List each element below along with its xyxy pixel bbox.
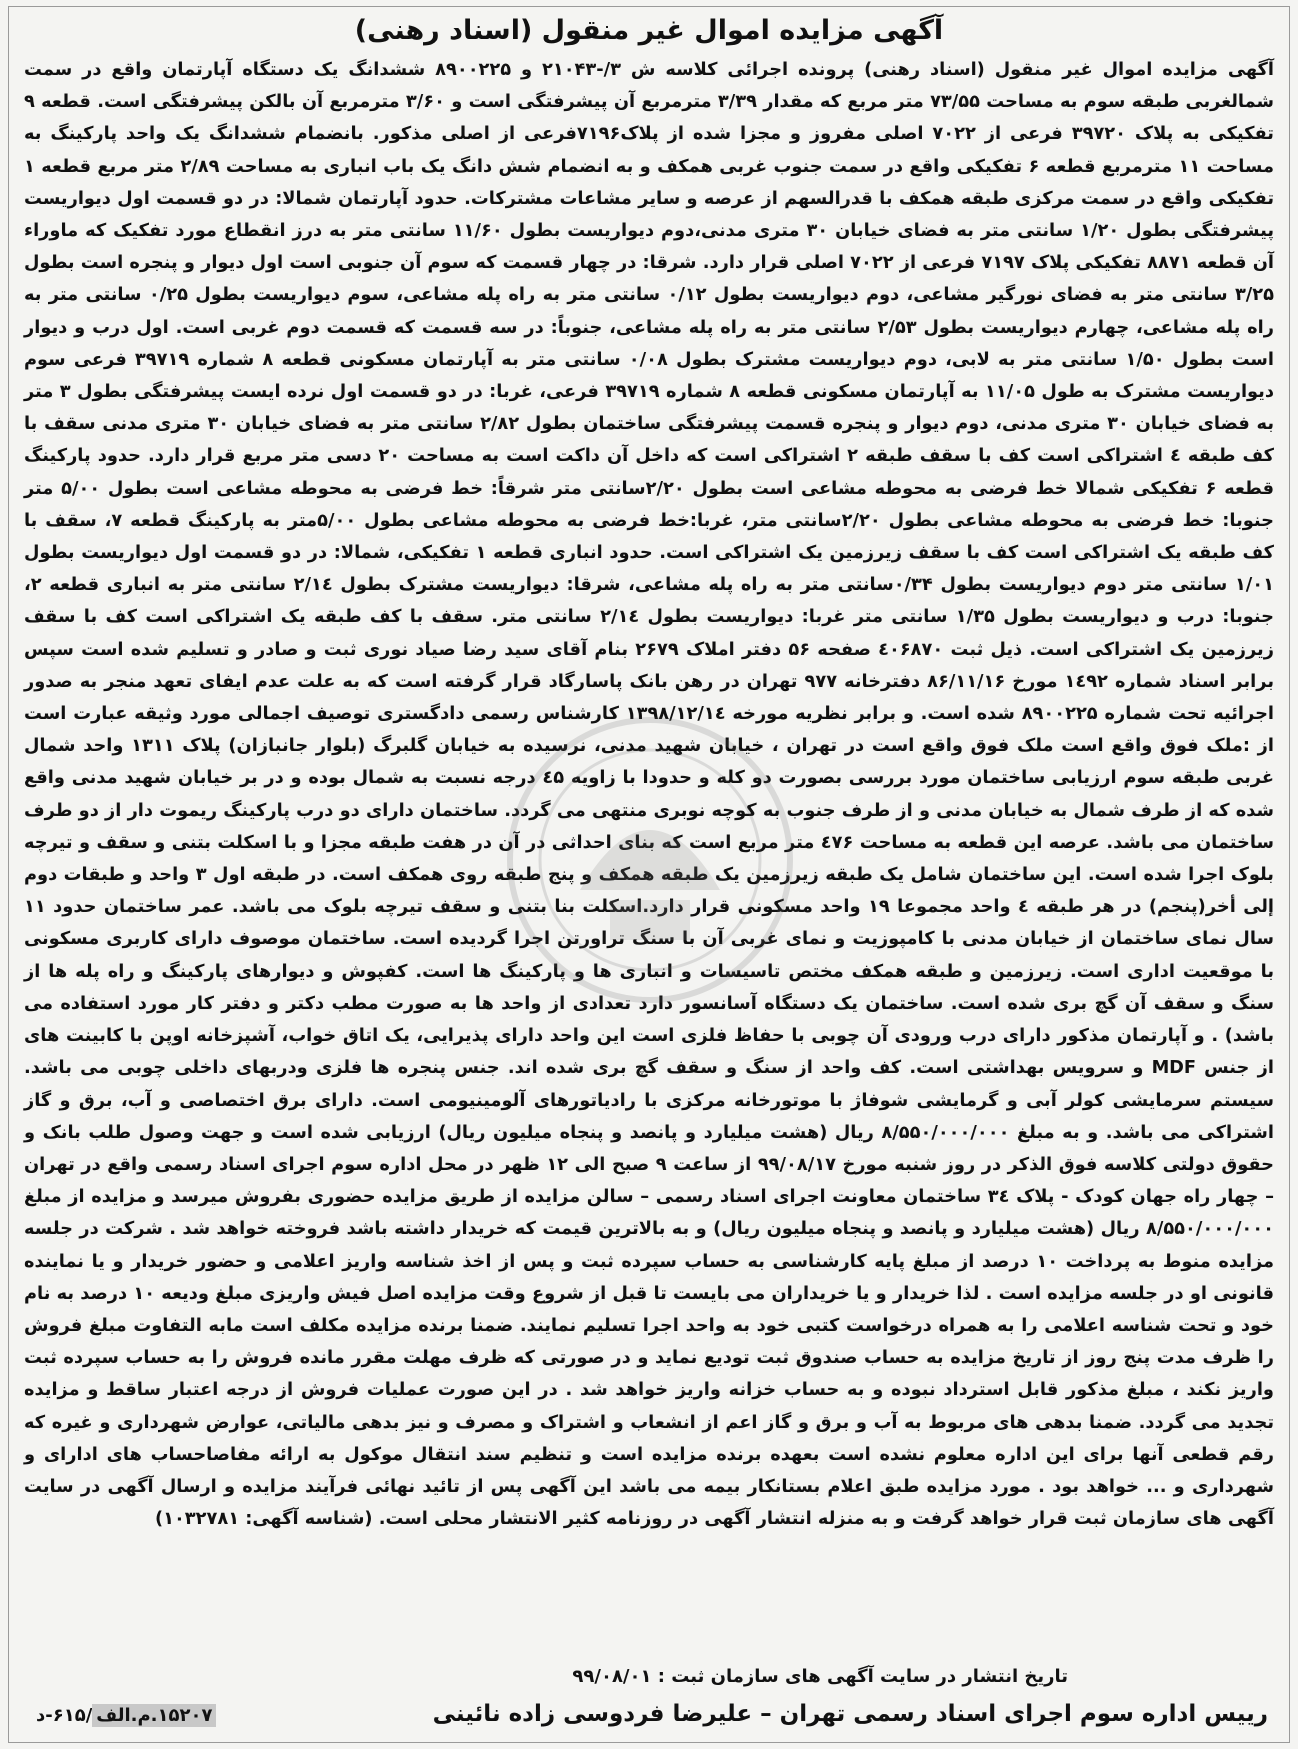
reference-code-prefix: ۱۵۲۰۷.م.الف bbox=[92, 1704, 216, 1727]
signature-row bbox=[30, 1697, 1268, 1731]
reference-code-suffix: /۶۱۵-د bbox=[36, 1705, 93, 1726]
page-border bbox=[8, 6, 1290, 1743]
notice-body: آگهی مزایده اموال غیر منقول (اسناد رهنی) پرونده اجرائی کلاسه ش ۳/-۲۱۰۴۳ و ۸۹۰۰۲۲۵ ششدانگ یک دستگاه آپارتمان واقع در سمت شمالغربی طبقه سوم به مساحت ۷۳/۵۵ متر مربع که مقدار ۳/۳۹ مترمربع آن پیشرفتگی است و ۳/۶۰ مترمربع آن بالکن پیشرفتگی است. قطعه ۹ تفکیکی به پلاک ۳۹۷۲۰ فرعی از ۷۰۲۲ اصلی مفروز و مجزا شده از پلاک۷۱۹۶فرعی از اصلی مذکور. بانضمام ششدانگ یک واحد پارکینگ به مساحت ۱۱ مترمربع قطعه ۶ تفکیکی واقع در سمت جنوب غربی همکف و به انضمام شش دانگ یک باب انباری به مساحت ۲/۸۹ متر مربع قطعه ۱ تفکیکی واقع در سمت مرکزی طبقه همکف با قدرالسهم از عرصه و سایر مشاعات مشترکات. حدود آپارتمان شمالا: در دو قسمت اول دیواریست پیشرفتگی بطول ۱/۲۰ سانتی متر به فضای خیابان ۳۰ متری مدنی،دوم دیواریست بطول ۱۱/۶۰ سانتی متر به درز انقطاع مورد تفکیک که ماوراء آن قطعه ۸۸۷۱ تفکیکی پلاک ۷۱۹۷ فرعی از ۷۰۲۲ اصلی قرار دارد. شرقا: در چهار قسمت که سوم آن جنوبی است اول دیوار و پنجره است بطول ۳/۲۵ سانتی متر به فضای نورگیر مشاعی، دوم دیواریست بطول ۰/۱۲ سانتی متر به راه پله مشاعی، سوم دیواریست بطول ۰/۲۵ سانتی متر به راه پله مشاعی، چهارم دیواریست بطول ۲/۵۳ سانتی متر به راه پله مشاعی، جنوباً: در سه قسمت که قسمت دوم غربی است. اول درب و دیوار است بطول ۱/۵۰ سانتی متر به لابی، دوم دیواریست مشترک بطول ۰/۰۸ سانتی متر به آپارتمان مسکونی قطعه ۸ شماره ۳۹۷۱۹ فرعی سوم دیواریست مشترک به طول ۱۱/۰۵ به آپارتمان مسکونی قطعه ۸ شماره ۳۹۷۱۹ فرعی، غربا: در دو قسمت اول نرده ایست پیشرفتگی بطول ۳ متر به فضای خیابان ۳۰ متری مدنی، دوم دیوار و پنجره قسمت پیشرفتگی ساختمان بطول ۲/۸۲ سانتی متر به فضای خیابان ۳۰ متری مدنی سقف با کف طبقه ٤ اشتراکی است کف با سقف طبقه ۲ اشتراکی است که داخل آن داکت است به مساحت ۲۰ دسی متر مربع قرار دارد. حدود پارکینگ قطعه ۶ تفکیکی شمالا خط فرضی به محوطه مشاعی است بطول ۲/۲۰سانتی متر شرقاً: خط فرضی به محوطه مشاعی است بطول ۵/۰۰ متر جنوبا: خط فرضی به محوطه مشاعی بطول ۲/۲۰سانتی متر، غربا:خط فرضی به محوطه مشاعی بطول ۵/۰۰متر به پارکینگ قطعه ۷، سقف با کف طبقه یک اشتراکی است کف با سقف زیرزمین یک اشتراکی است. حدود انباری قطعه ۱ تفکیکی، شمالا: در دو قسمت اول دیواریست بطول ۱/۰۱ سانتی متر دوم دیواریست بطول ۰/۳۴سانتی متر به راه پله مشاعی، شرقا: دیواریست مشترک بطول ۲/۱٤ سانتی متر به انباری قطعه ۲، جنوبا: درب و دیواریست بطول ۱/۳۵ سانتی متر غربا: دیواریست بطول ۲/۱٤ سانتی متر. سقف با کف طبقه یک اشتراکی است کف با سقف زیرزمین یک اشتراکی است. ذیل ثبت ٤۰۶۸۷۰ صفحه ۵۶ دفتر املاک ۲۶۷۹ بنام آقای سید رضا صیاد نوری ثبت و صادر و تسلیم شده است سپس برابر اسناد شماره ۱٤۹۲ مورخ ۸۶/۱۱/۱۶ دفترخانه ۹۷۷ تهران در رهن بانک پاسارگاد قرار گرفته است که به علت عدم ایفای تعهد منجر به صدور اجرائیه تحت شماره ۸۹۰۰۲۲۵ شده است. و برابر نظریه مورخه ۱۳۹۸/۱۲/۱٤ کارشناس رسمی دادگستری توصیف اجمالی مورد وثیقه عبارت است از :ملک فوق واقع است ملک فوق واقع است در تهران ، خیابان شهید مدنی، نرسیده به خیابان گلبرگ (بلوار جانبازان) پلاک ۱۳۱۱ واحد شمال غربی طبقه سوم ارزیابی ساختمان مورد بررسی بصورت دو کله و حدودا با زاویه ٤۵ درجه نسبت به شمال بوده و در بر خیابان شهید مدنی واقع شده که از طرف شمال به خیابان مدنی و از طرف جنوب به کوچه نوبری منتهی می گردد. ساختمان دارای دو درب پارکینگ ریموت دار از دو طرف ساختمان می باشد. عرصه این قطعه به مساحت ٤۷۶ متر مربع است که بنای احداثی در آن در هفت طبقه مجزا و با اسکلت بتنی و سقف و تیرچه بلوک اجرا شده است. این ساختمان شامل یک طبقه زیرزمین یک طبقه همکف و پنج طبقه روی همکف است. در طبقه اول ۳ واحد و طبقات دوم إلی أخر(پنجم) در هر طبقه ٤ واحد مجموعا ۱۹ واحد مسکونی قرار دارد.اسکلت بنا بتنی و سقف تیرچه بلوک می باشد. عمر ساختمان حدود ۱۱ سال نمای ساختمان از خیابان مدنی با کامپوزیت و نمای غربی آن با سنگ تراورتن اجرا گردیده است. ساختمان موصوف دارای کاربری مسکونی با موقعیت اداری است. زیرزمین و طبقه همکف مختص تاسیسات و انباری ها و پارکینگ ها است. کفپوش و دیوارهای پارکینگ و راه پله ها از سنگ و سقف آن گچ بری شده است. ساختمان یک دستگاه آسانسور دارد تعدادی از واحد ها به صورت مطب دکتر و دفتر کار مورد استفاده می باشد) . و آپارتمان مذکور دارای درب ورودی آن چوبی با حفاظ فلزی است این واحد دارای پذیرایی، یک اتاق خواب، آشپزخانه اوپن با کابینت های از جنس MDF و سرویس بهداشتی است. کف واحد از سنگ و سقف گچ بری شده اند. جنس پنجره ها فلزی ودربهای داخلی چوبی می باشد. سیستم سرمایشی کولر آبی و گرمایشی شوفاژ با موتورخانه مرکزی با رادیاتورهای آلومینیومی است. دارای برق اختصاصی و آب، برق و گاز اشتراکی می باشد. و به مبلغ ۸/۵۵۰/۰۰۰/۰۰۰ ریال (هشت میلیارد و پانصد و پنجاه میلیون ریال) ارزیابی شده است و جهت وصول طلب بانک و حقوق دولتی کلاسه فوق الذکر در روز شنبه مورخ ۹۹/۰۸/۱۷ از ساعت ۹ صبح الی ۱۲ ظهر در محل اداره سوم اجرای اسناد رسمی واقع در تهران – چهار راه جهان کودک - پلاک ۳٤ ساختمان معاونت اجرای اسناد رسمی – سالن مزایده از طریق مزایده حضوری بفروش میرسد و مزایده از مبلغ ۸/۵۵۰/۰۰۰/۰۰۰ ریال (هشت میلیارد و پانصد و پنجاه میلیون ریال) و به بالاترین قیمت که خریدار داشته باشد فروخته خواهد شد . شرکت در جلسه مزایده منوط به پرداخت ۱۰ درصد از مبلغ پایه کارشناسی به حساب سپرده ثبت و پس از اخذ شناسه واریز اعلامی و حضور خریدار و یا نماینده قانونی او در جلسه مزایده است . لذا خریدار و یا خریداران می بایست تا قبل از شروع وقت مزایده اصل فیش واریزی مبلغ ودیعه ۱۰ درصد به نام خود و تحت شناسه اعلامی را به همراه درخواست کتبی خود به واحد اجرا تسلیم نمایند. ضمنا برنده مزایده مکلف است مابه التفاوت مبلغ فروش را ظرف مدت پنج روز از تاریخ مزایده به حساب صندوق ثبت تودیع نماید و در صورتی که ظرف مهلت مقرر مانده فروش را به حساب سپرده ثبت واریز نکند ، مبلغ مذکور قابل استرداد نبوده و به حساب خزانه واریز خواهد شد . در این صورت عملیات فروش از درجه اعتبار ساقط و مزایده تجدید می گردد. ضمنا بدهی های مربوط به آب و برق و گاز اعم از انشعاب و اشتراک و مصرف و نیز بدهی مالیاتی، عوارض شهرداری و غیره که رقم قطعی آنها برای این اداره معلوم نشده است بعهده برنده مزایده است و تنظیم سند انتقال موکول به ارائه مفاصاحساب های ادارای و شهرداری و ... خواهد بود . مورد مزایده طبق اعلام بستانکار بیمه می باشد این آگهی پس از تائید نهائی فرآیند مزایده و ارسال آگهی در سایت آگهی های سازمان ثبت قرار خواهد گرفت و به منزله انتشار آگهی در روزنامه کثیر الانتشار محلی است. (شناسه آگهی: ۱۰۳۲۷۸۱) bbox=[24, 59, 1275, 1530]
page-title: آگهی مزایده اموال غیر منقول (اسناد رهنی) bbox=[354, 15, 944, 46]
footer bbox=[30, 1663, 1268, 1731]
reference-code bbox=[30, 1701, 222, 1731]
signature: رییس اداره سوم اجرای اسناد رسمی تهران – علیرضا فردوسی زاده نائینی bbox=[432, 1701, 1268, 1727]
publication-date: تاریخ انتشار در سایت آگهی های سازمان ثبت : ۹۹/۰۸/۰۱ bbox=[572, 1666, 1068, 1687]
